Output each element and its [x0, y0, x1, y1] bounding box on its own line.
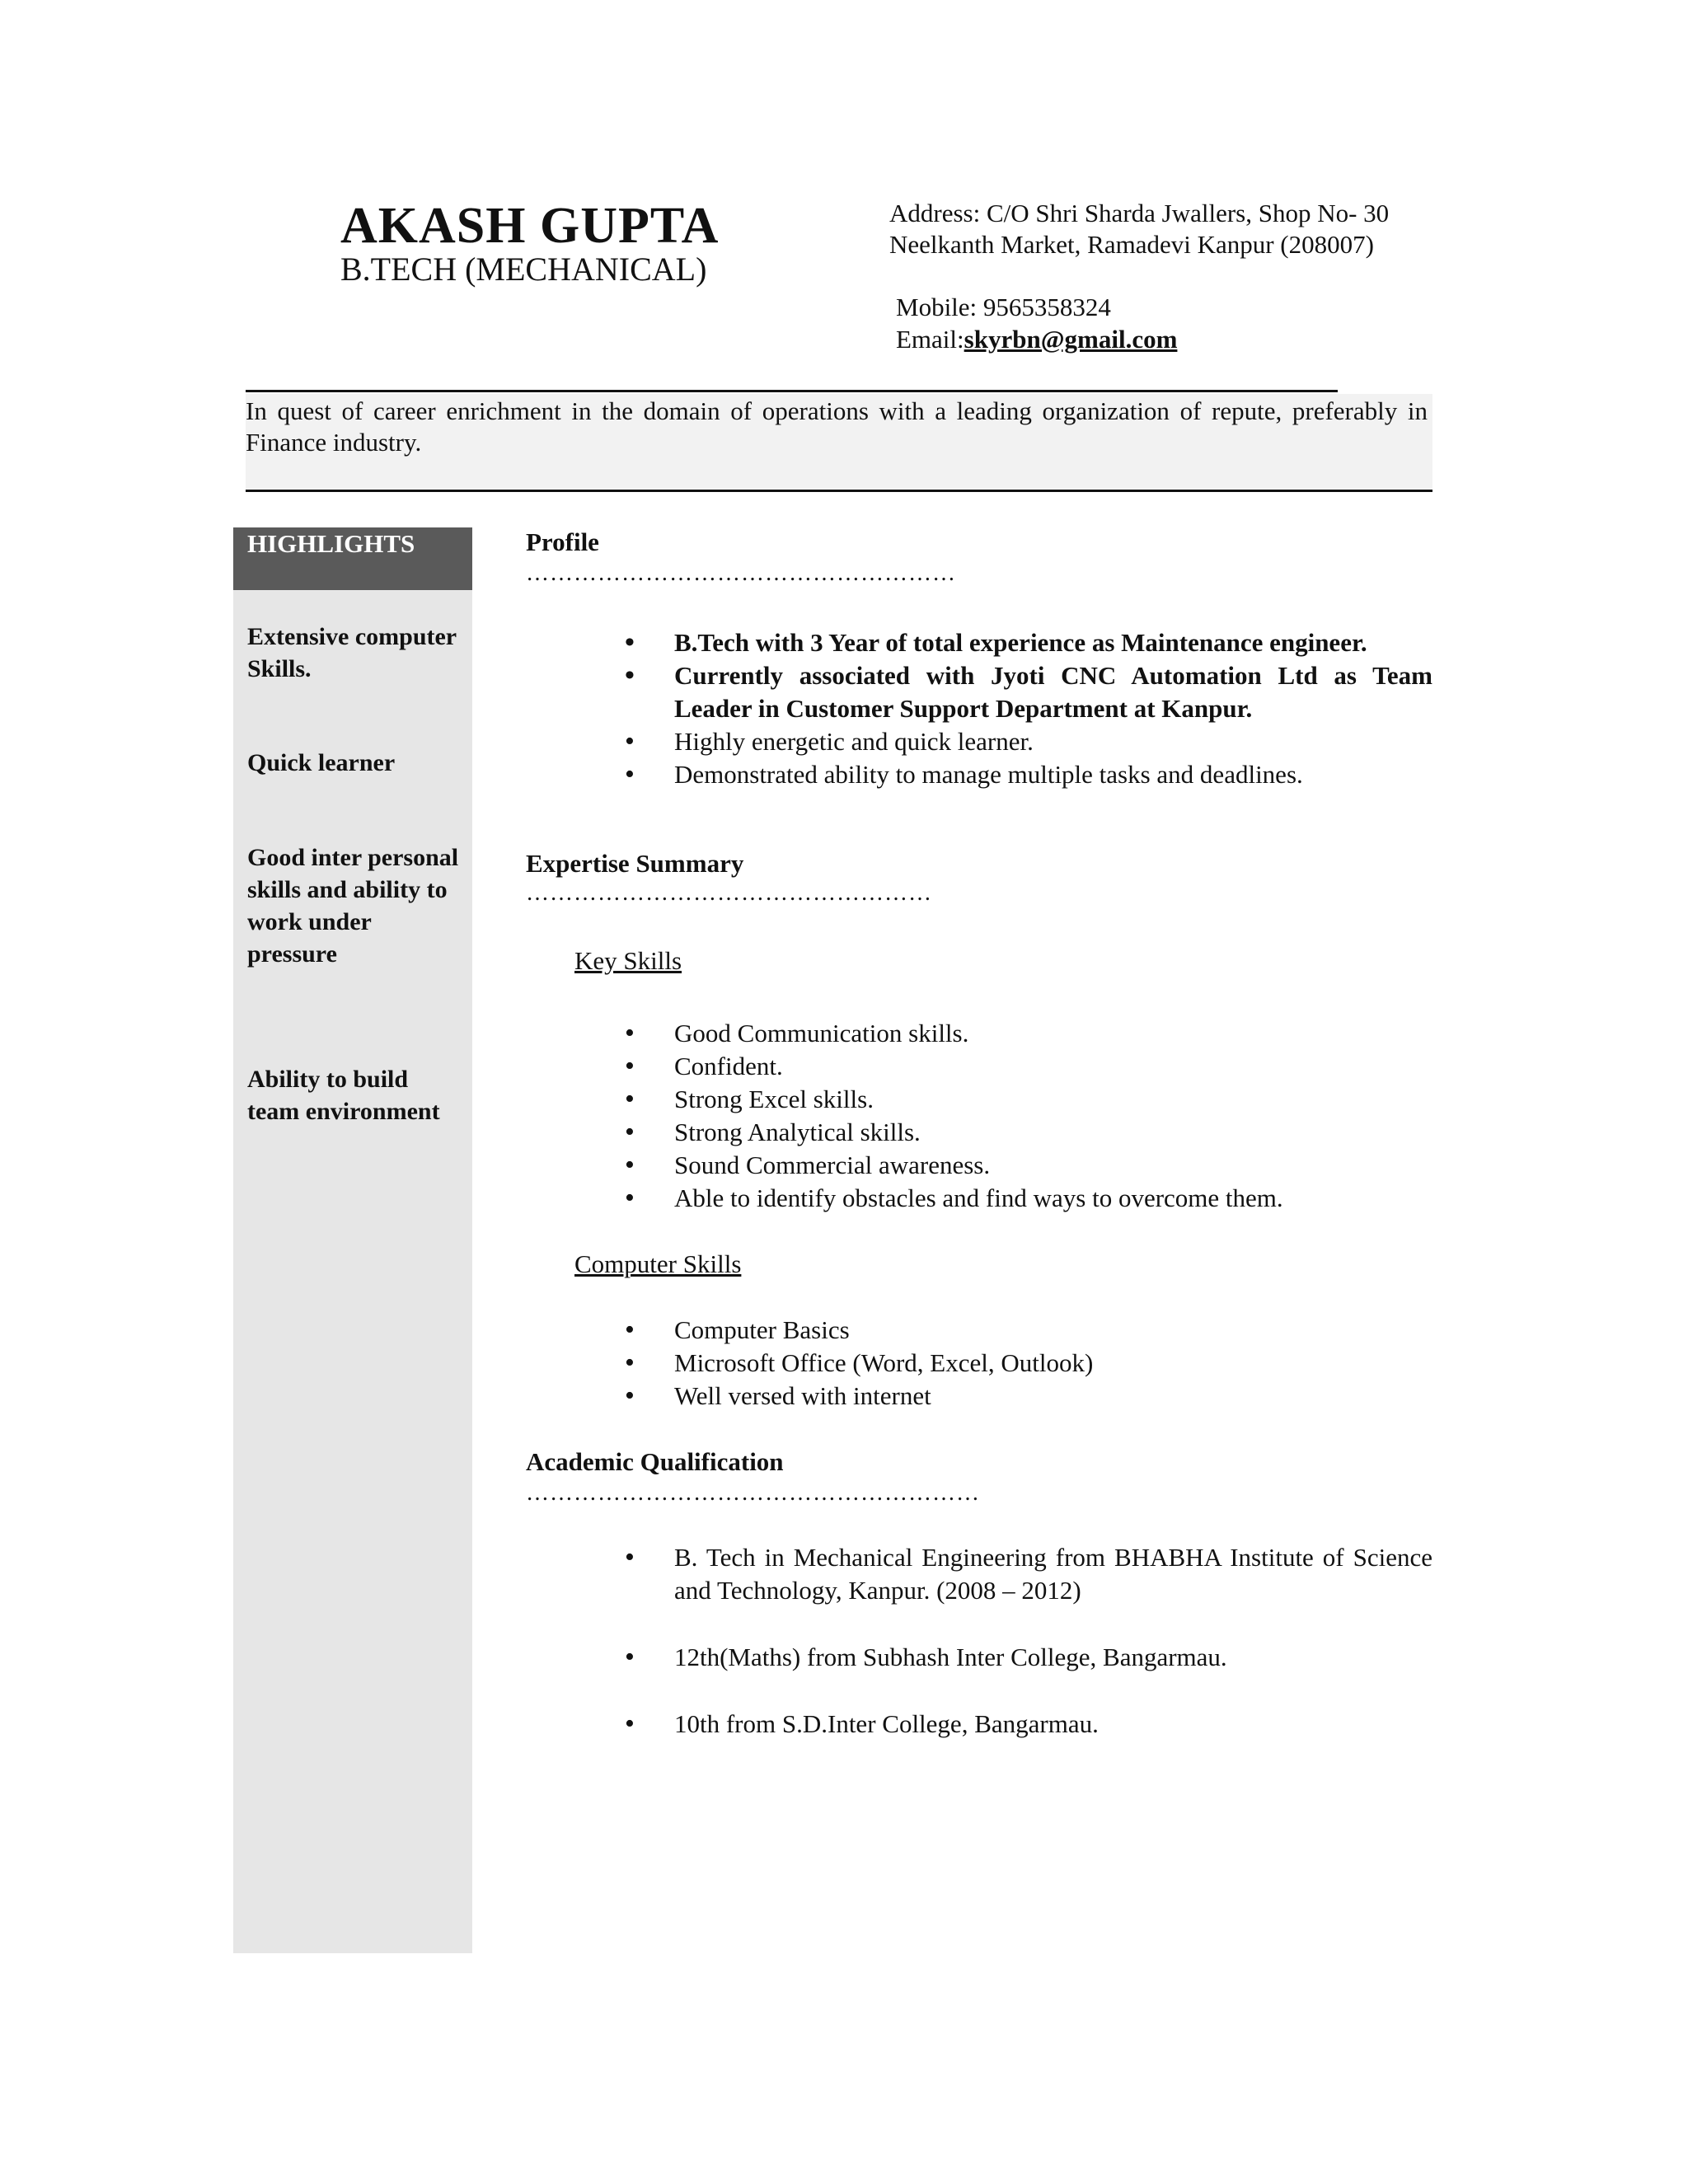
- list-item: • Highly energetic and quick learner.: [625, 725, 1432, 758]
- highlight-item: Ability to build team environment: [247, 1066, 440, 1125]
- computer-skills-list: [625, 1314, 1432, 1413]
- profile-dots: ………………………………………………: [526, 560, 956, 586]
- highlight-item: Quick learner: [247, 749, 396, 776]
- list-item: • Good Communication skills.: [625, 1017, 1432, 1050]
- academic-list: [625, 1541, 1432, 1774]
- address-line-2: Neelkanth Market, Ramadevi Kanpur (208007): [889, 230, 1374, 259]
- highlights-sidebar: [233, 527, 472, 1953]
- email-line: [896, 324, 1177, 355]
- list-item: • Sound Commercial awareness.: [625, 1149, 1432, 1182]
- mobile-number: Mobile: 9565358324: [896, 293, 1111, 321]
- profile-title: Profile: [526, 527, 599, 556]
- address-block: [889, 198, 1516, 260]
- list-item: • Strong Excel skills.: [625, 1083, 1432, 1116]
- list-item: • Confident.: [625, 1050, 1432, 1083]
- list-item: • Well versed with internet: [625, 1380, 1432, 1413]
- expertise-title: Expertise Summary: [526, 849, 744, 878]
- list-item: • 12th(Maths) from Subhash Inter College, Bangarmau.: [625, 1641, 1432, 1674]
- list-item: • B. Tech in Mechanical Engineering from BHABHA Institute of Science and Technology, Kanpur. (2008 – 2012): [625, 1541, 1432, 1607]
- computer-skills-title: Computer Skills: [574, 1249, 742, 1278]
- list-item: • Computer Basics: [625, 1314, 1432, 1347]
- address-line-1: Address: C/O Shri Sharda Jwallers, Shop No- 30: [889, 199, 1390, 227]
- candidate-name: AKASH GUPTA: [340, 198, 720, 254]
- email-label: Email:: [896, 325, 964, 354]
- email-link[interactable]: skyrbn@gmail.com: [964, 325, 1178, 354]
- key-skills-list: [625, 1017, 1432, 1215]
- objective-text: In quest of career enrichment in the domain of operations with a leading organization of repute, preferably in Finance industry.: [246, 396, 1428, 457]
- profile-list: [625, 626, 1432, 725]
- top-divider: [246, 390, 1338, 392]
- profile-list-plain: [625, 725, 1432, 791]
- list-item: • Currently associated with Jyoti CNC Automation Ltd as Team Leader in Customer Support Department at Kanpur.: [625, 659, 1432, 725]
- candidate-degree: B.TECH (MECHANICAL): [340, 251, 707, 288]
- highlight-item: Extensive computer Skills.: [247, 623, 457, 682]
- list-item: • Strong Analytical skills.: [625, 1116, 1432, 1149]
- academic-title: Academic Qualification: [526, 1447, 784, 1476]
- list-item: • Microsoft Office (Word, Excel, Outlook): [625, 1347, 1432, 1380]
- bottom-divider: [246, 490, 1432, 492]
- list-item: • Demonstrated ability to manage multiple tasks and deadlines.: [625, 758, 1432, 791]
- highlight-item: Good inter personal skills and ability to work under pressure: [247, 844, 459, 968]
- list-item: • B.Tech with 3 Year of total experience as Maintenance engineer.: [625, 626, 1432, 659]
- expertise-dots: ……………………………………………: [526, 880, 932, 906]
- key-skills-title: Key Skills: [574, 946, 682, 975]
- academic-dots: …………………………………………………: [526, 1480, 980, 1506]
- list-item: • Able to identify obstacles and find ways to overcome them.: [625, 1182, 1432, 1215]
- list-item: • 10th from S.D.Inter College, Bangarmau.: [625, 1708, 1432, 1741]
- highlights-title: HIGHLIGHTS: [247, 529, 415, 558]
